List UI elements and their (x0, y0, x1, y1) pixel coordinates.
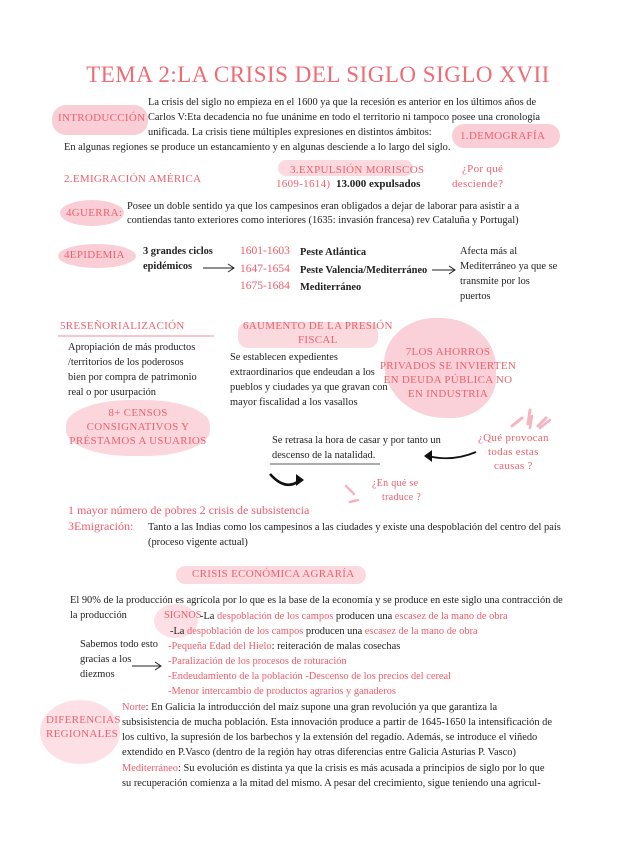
results-line-1: 1 mayor número de pobres 2 crisis de subsistencia (68, 503, 310, 517)
causas-q-2: todas estas (488, 446, 539, 458)
signo-row-2 (170, 625, 478, 640)
causas-sparkle-icon (528, 404, 558, 430)
expulsion-label: 3.EXPULSIÓN MORISCOS (290, 164, 425, 176)
regional-label-2: REGIONALES (46, 728, 119, 740)
epidemia-cycles-1: 3 grandes ciclos (143, 246, 213, 257)
norte-line-4: extendido en P.Vasco (dentro de la región hay otras diferencias entre Galicia Asturias P. Vasco) (122, 747, 516, 758)
signo-row-6 (168, 685, 396, 700)
med-line-1 (122, 762, 544, 777)
signo-row-3 (168, 640, 400, 655)
presion-label-1: 6AUMENTO DE LA PRESIÓN (243, 320, 393, 332)
signo-red2: escasez de la mano de obra (364, 626, 478, 637)
ahorros-line-2: PRIVADOS SE INVIERTEN (379, 360, 517, 372)
arrow-left-icon (422, 446, 478, 466)
signo-red: despoblación de los campos (187, 626, 304, 637)
intro-line-2: Carlos V:Eta decadencia no fue unánime en todo el territorio ni tampoco posee una cronología (148, 112, 541, 123)
epidemia-label: 4EPIDEMIA (64, 249, 125, 261)
signo-mid: producen una (303, 626, 365, 637)
epidemia-year-1: 1601-1603 (240, 245, 290, 257)
epidemia-note-2: Mediterráneo ya que se (460, 261, 558, 272)
intro-label: INTRODUCCIÓN (58, 112, 146, 124)
norte-text: : En Galicia la introducción del maíz supone una gran revolución ya que garantiza la (145, 702, 498, 713)
med-label: Mediterráneo (122, 763, 178, 774)
porque-line-1: ¿Por qué (462, 163, 504, 175)
natalidad-underline (270, 462, 382, 466)
signo-mid: producen una (333, 611, 395, 622)
reseno-line-3: bien por compra de patrimonio (68, 372, 197, 383)
signo-red: -Menor intercambio de productos agrarios y ganaderos (168, 686, 396, 697)
signo-row-5 (168, 670, 451, 685)
reseno-line-4: real o por usurpación (68, 387, 157, 398)
intro-line-3: unificada. La crisis tiene múltiples expresiones en distintos ámbitos: (148, 127, 432, 138)
guerra-line-1: Posee un doble sentido ya que los campesinos eran obligados a dejar de laborar para asistir a a (127, 201, 520, 212)
epidemia-note-4: puertos (460, 291, 491, 302)
med-text: : Su evolución es distinta ya que la crisis es más acusada a principios de siglo por lo que (177, 763, 545, 774)
diezmos-line-2: gracias a los (80, 654, 132, 665)
censos-line-2: CONSIGNATIVOS Y (86, 421, 190, 433)
norte-label: Norte (122, 702, 146, 713)
epidemia-note-1: Afecta más al (460, 246, 518, 257)
arrow-right-icon (432, 264, 458, 276)
signo-row-1 (200, 610, 508, 625)
signo-red: -Pequeña Edad del Hielo (168, 641, 272, 652)
traduce-sparkle-icon (344, 482, 370, 504)
epidemia-year-3: 1675-1684 (240, 280, 290, 292)
norte-line-2: subsisistencia de mucha población. Esta innovación produce a partir de 1645-1650 la intensificación de (122, 717, 552, 728)
reseno-underline (58, 334, 218, 338)
signo-mid: : reiteración de malas cosechas (271, 641, 401, 652)
guerra-line-2: contiendas tanto exteriores como interiores (1635: invasión francesa) rev Cataluña y Portugal) (127, 215, 519, 226)
guerra-label: 4GUERRA: (66, 207, 123, 219)
arrow-right-icon (132, 660, 166, 672)
causas-q-1: ¿Qué provocan (478, 432, 549, 444)
traduce-q-1: ¿En qué se (372, 478, 419, 489)
demografia-label: 1.DEMOGRAFÍA (460, 130, 546, 142)
norte-line-1 (122, 701, 497, 716)
epidemia-name-1: Peste Atlántica (300, 247, 367, 258)
expulsion-count: 13.000 expulsados (336, 178, 421, 190)
expulsion-years: 1609-1614) (276, 178, 331, 190)
results-text-3b: (proceso vigente actual) (148, 537, 248, 548)
signo-pre: -La (200, 611, 218, 622)
agraria-intro-2: la producción (70, 610, 127, 621)
intro-line-4: En algunas regiones se produce un estancamiento y en algunas desciende a lo largo del siglo. (64, 142, 451, 153)
epidemia-cycles-2: epidémicos (143, 261, 193, 272)
med-line-2: su recuperación comienza a la mitad del mismo. A pesar del crecimiento, sigue teniendo una agricul- (122, 778, 541, 789)
agraria-heading: CRISIS ECONÓMICA AGRARÍA (192, 568, 355, 580)
signo-pre: -La (170, 626, 188, 637)
censos-line-3: PRÉSTAMOS A USUARIOS (69, 435, 207, 447)
results-text-3a: Tanto a las Indias como los campesinos a las ciudades y existe una despoblación del centro del país (148, 522, 561, 533)
reseno-line-2: /territorios de los poderosos (68, 357, 184, 368)
presion-line-1: Se establecen expedientes (230, 352, 338, 363)
porque-line-2: desciende? (452, 178, 504, 190)
agraria-intro-1: El 90% de la producción es agrícola por lo que es la base de la economía y se produce en este siglo una contracción de (70, 595, 563, 606)
emigracion-label: 2.EMIGRACIÓN AMÉRICA (64, 173, 202, 185)
arrow-right-icon (203, 262, 239, 274)
signo-red2: escasez de la mano de obra (394, 611, 508, 622)
presion-label-2: FISCAL (298, 334, 338, 346)
signo-red: -Paralización de los procesos de roturación (168, 656, 347, 667)
natalidad-line-2: descenso de la natalidad. (272, 450, 376, 461)
reseno-label: 5RESEÑORIALIZACIÓN (60, 320, 185, 332)
norte-line-3: los cultivo, la supresión de los barbechos y la extensión del regadío. Además, se introduce el viñedo (122, 732, 538, 743)
epidemia-name-3: Mediterráneo (300, 282, 362, 293)
causas-q-3: causas ? (494, 460, 533, 472)
censos-line-1: 8+ CENSOS (108, 407, 168, 419)
diezmos-line-1: Sabemos todo esto (80, 639, 158, 650)
intro-line-1: La crisis del siglo no empieza en el 1600 ya que la recesión es anterior en los últimos años de (148, 97, 537, 108)
signo-red: despoblación de los campos (217, 611, 334, 622)
epidemia-name-2: Peste Valencia/Mediterráneo (300, 265, 428, 276)
curved-arrow-icon (266, 468, 306, 496)
epidemia-year-2: 1647-1654 (240, 263, 290, 275)
diezmos-line-3: diezmos (80, 669, 115, 680)
ahorros-line-4: EN INDUSTRIA (407, 388, 489, 400)
traduce-q-2: traduce ? (382, 492, 422, 503)
epidemia-note-3: transmite por los (460, 276, 530, 287)
reseno-line-1: Apropiación de más productos (68, 342, 196, 353)
presion-line-4: mayor fiscalidad a los vasallos (230, 397, 358, 408)
ahorros-line-3: EN DEUDA PÚBLICA NO (383, 374, 513, 386)
presion-line-2: extraordinarios que endeudan a los (230, 367, 375, 378)
regional-label-1: DIFERENCIAS (46, 714, 121, 726)
signo-row-4 (168, 655, 347, 670)
signo-red: -Endeudamiento de la población -Descenso de los precios del cereal (168, 671, 452, 682)
natalidad-line-1: Se retrasa la hora de casar y por tanto un (272, 435, 441, 446)
signos-label: SIGNOS (164, 610, 202, 621)
results-label-3: 3Emigración: (68, 519, 134, 533)
page-title: TEMA 2:LA CRISIS DEL SIGLO SIGLO XVII (86, 62, 550, 87)
ahorros-line-1: 7LOS AHORROS (405, 346, 491, 358)
presion-line-3: pueblos y ciudades ya que gravan con (230, 382, 388, 393)
